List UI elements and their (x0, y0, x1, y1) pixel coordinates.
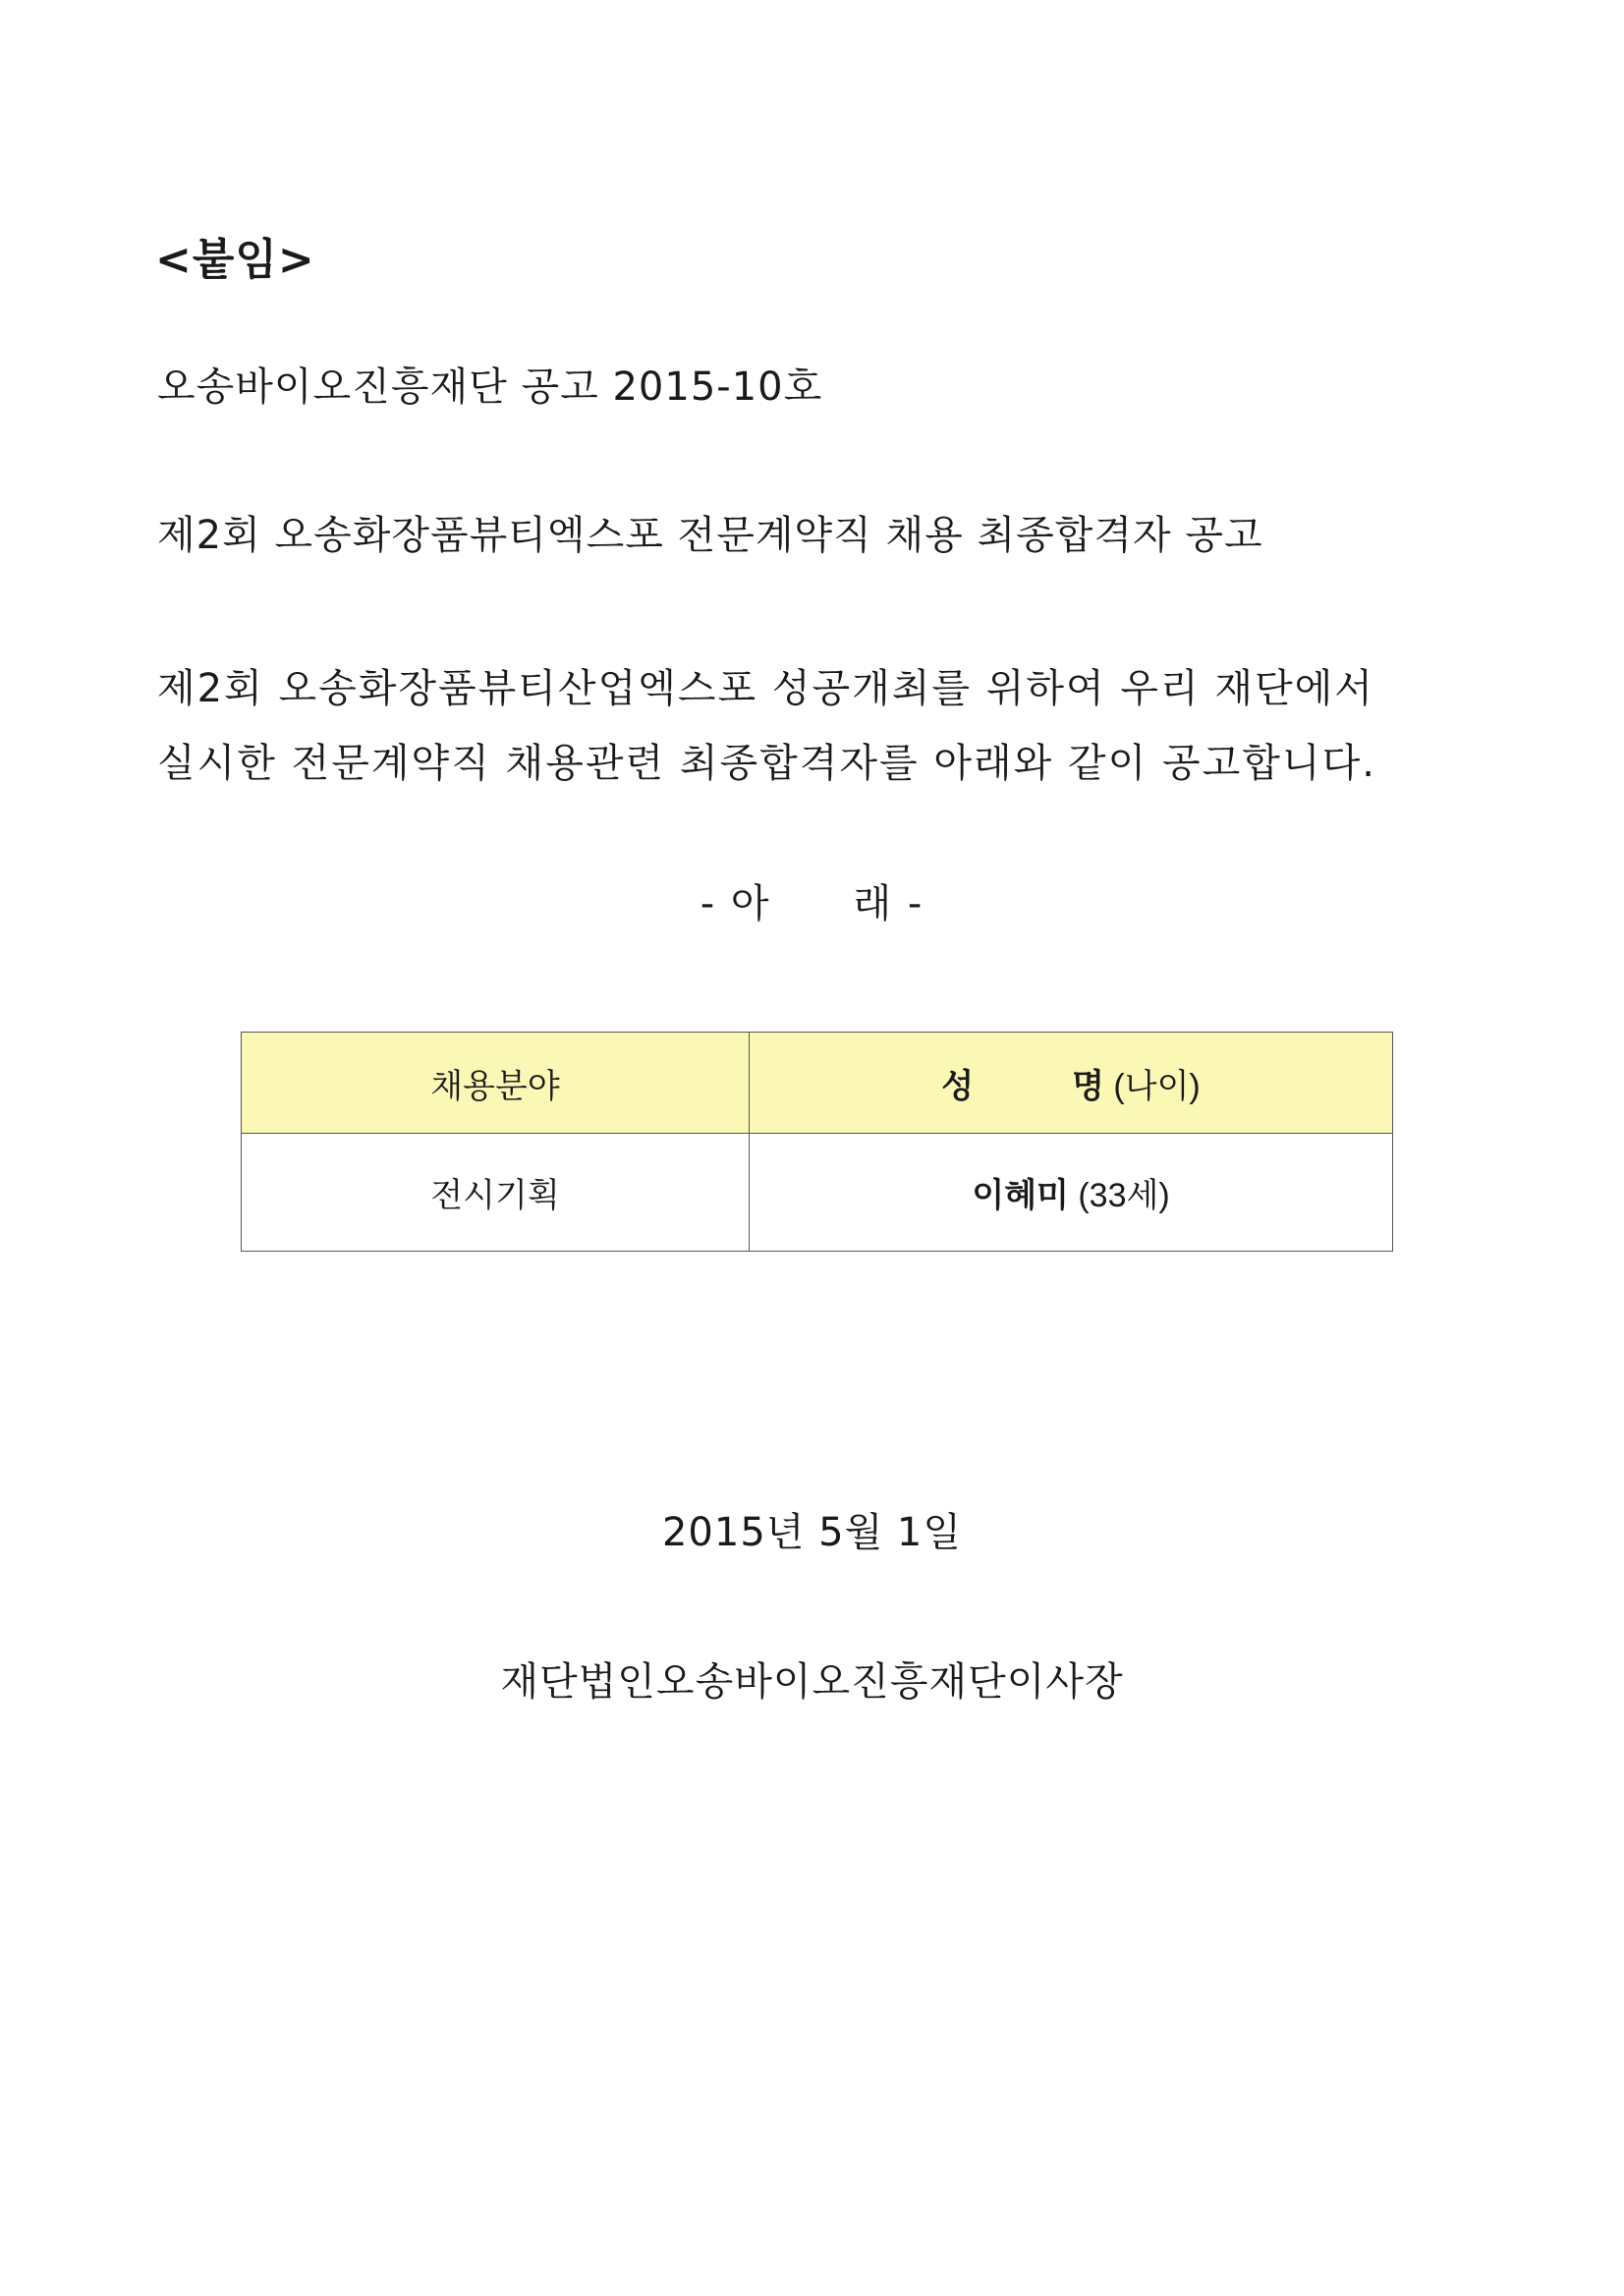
row-age: (33세) (1078, 1177, 1170, 1214)
header-name-part2: 명 (1072, 1067, 1104, 1105)
body-line-1: 제2회 오송화장품뷰티산업엑스포 성공개최를 위하여 우리 재단에서 (157, 666, 1374, 711)
attachment-label: <붙임> (155, 235, 315, 285)
table-header-row (242, 1033, 1393, 1134)
header-name-part1: 성 (941, 1067, 975, 1105)
row-name-cell (750, 1134, 1393, 1252)
body-line-2: 실시한 전문계약직 채용관련 최종합격자를 아래와 같이 공고합니다. (157, 741, 1376, 786)
notice-body (157, 651, 1376, 801)
row-name: 이혜미 (972, 1177, 1069, 1214)
below-marker (0, 872, 1624, 928)
table-row (242, 1134, 1393, 1252)
notice-title: 제2회 오송화장품뷰티엑스포 전문계약직 채용 최종합격자 공고 (157, 513, 1263, 558)
notice-number: 오송바이오진흥재단 공고 2015-10호 (157, 364, 823, 410)
header-name (750, 1033, 1393, 1134)
issuer: 재단법인오송바이오진흥재단이사장 (500, 1659, 1124, 1705)
result-table (241, 1032, 1393, 1252)
below-marker-right: 래 - (853, 881, 924, 926)
notice-date: 2015년 5월 1일 (661, 1510, 963, 1555)
header-age: (나이) (1113, 1067, 1201, 1105)
header-field: 채용분야 (242, 1033, 750, 1134)
row-field: 전시기획 (242, 1134, 750, 1252)
below-marker-left: - 아 (700, 881, 771, 926)
